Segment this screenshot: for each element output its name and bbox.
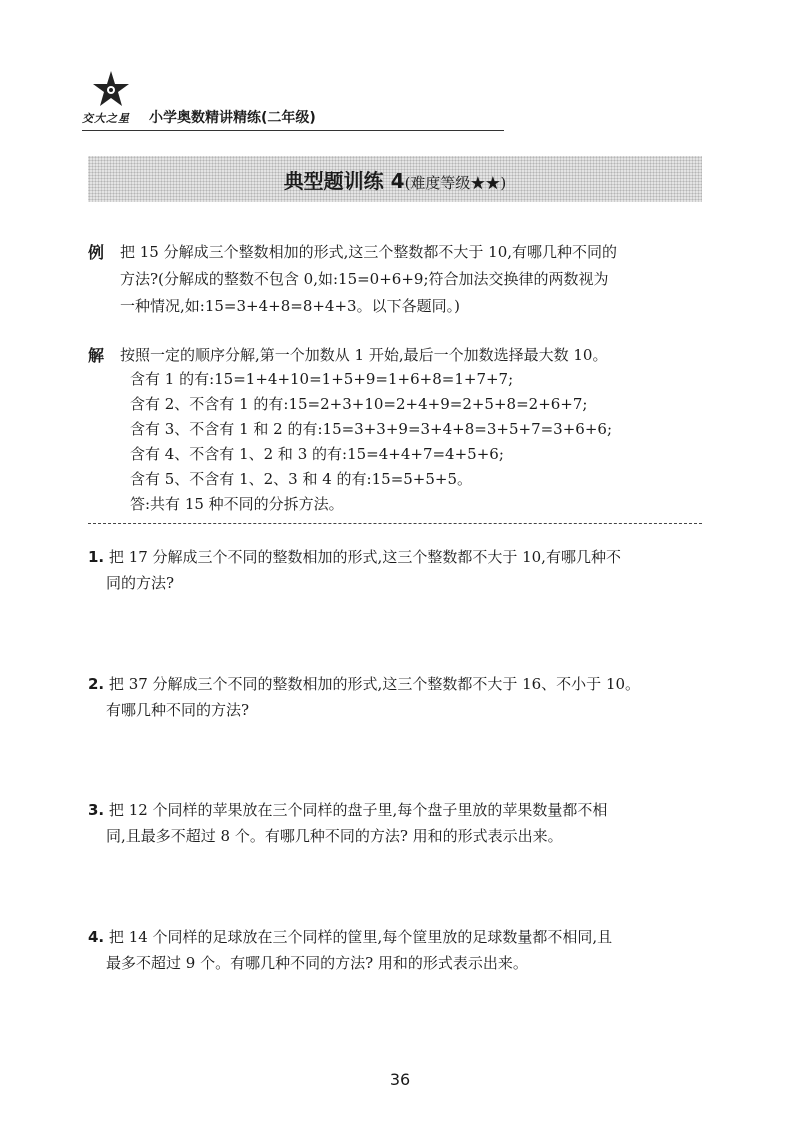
solution-answer: 答:共有 15 种不同的分拆方法。 <box>130 495 344 513</box>
publisher-logo <box>82 70 136 130</box>
header-divider <box>82 130 504 131</box>
solution-line: 含有 5、不含有 1、2、3 和 4 的有:15=5+5+5。 <box>130 470 473 488</box>
question-3 <box>88 799 607 820</box>
question-number: 3. <box>88 801 105 819</box>
question-2 <box>88 673 640 694</box>
section-title <box>88 165 702 194</box>
logo-text: 交大之星 <box>82 112 130 125</box>
solution-line: 含有 3、不含有 1 和 2 的有:15=3+3+9=3+4+8=3+5+7=3+6+6; <box>130 420 613 438</box>
question-number: 4. <box>88 928 105 946</box>
question-1 <box>88 546 621 567</box>
page-header <box>82 70 504 132</box>
question-number: 1. <box>88 548 105 566</box>
solution-line: 按照一定的顺序分解,第一个加数从 1 开始,最后一个加数选择最大数 10。 <box>120 346 608 364</box>
star-logo-icon <box>92 70 130 108</box>
question-text: 把 12 个同样的苹果放在三个同样的盘子里,每个盘子里放的苹果数量都不相 <box>108 801 608 819</box>
section-title-main: 典型题训练 4 <box>283 169 405 193</box>
section-title-band <box>88 156 702 202</box>
example-line: 把 15 分解成三个整数相加的形式,这三个整数都不大于 10,有哪几种不同的 <box>120 243 618 261</box>
difficulty-label: (难度等级★★) <box>404 174 507 192</box>
page-number: 36 <box>389 1070 411 1089</box>
question-text: 把 37 分解成三个不同的整数相加的形式,这三个整数都不大于 16、不小于 10。 <box>108 675 641 693</box>
question-number: 2. <box>88 675 105 693</box>
dashed-divider <box>88 523 702 524</box>
question-text-cont: 有哪几种不同的方法? <box>106 701 250 719</box>
example-line: 一种情况,如:15=3+4+8=8+4+3。以下各题同。) <box>120 297 460 315</box>
book-title: 小学奥数精讲精练(二年级) <box>149 110 316 126</box>
question-text-cont: 同的方法? <box>106 574 175 592</box>
question-4 <box>88 926 612 947</box>
question-text: 把 17 分解成三个不同的整数相加的形式,这三个整数都不大于 10,有哪几种不 <box>108 548 621 566</box>
question-text: 把 14 个同样的足球放在三个同样的筐里,每个筐里放的足球数量都不相同,且 <box>108 928 613 946</box>
question-text-cont: 同,且最多不超过 8 个。有哪几种不同的方法? 用和的形式表示出来。 <box>106 827 563 845</box>
solution-line: 含有 4、不含有 1、2 和 3 的有:15=4+4+7=4+5+6; <box>130 445 504 463</box>
example-line: 方法?(分解成的整数不包含 0,如:15=0+6+9;符合加法交换律的两数视为 <box>120 270 609 288</box>
question-text-cont: 最多不超过 9 个。有哪几种不同的方法? 用和的形式表示出来。 <box>106 954 528 972</box>
solution-line: 含有 2、不含有 1 的有:15=2+3+10=2+4+9=2+5+8=2+6+7; <box>130 395 588 413</box>
example-tag: 例 <box>88 243 105 262</box>
solution-line: 含有 1 的有:15=1+4+10=1+5+9=1+6+8=1+7+7; <box>130 370 514 388</box>
solution-tag: 解 <box>88 346 105 365</box>
